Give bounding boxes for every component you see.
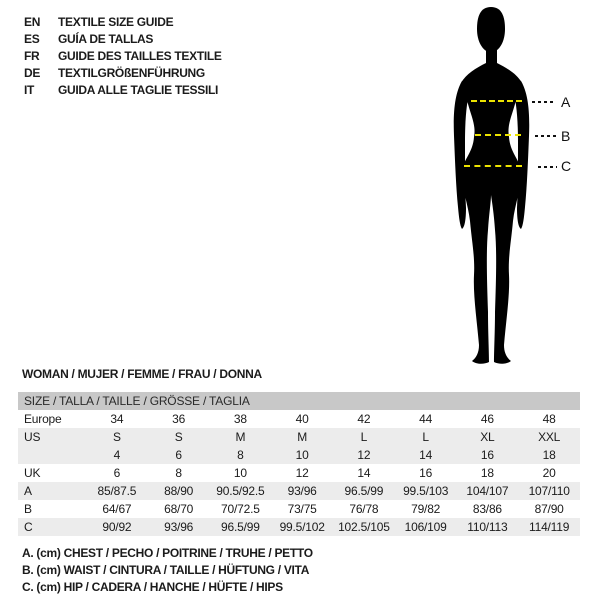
lang-title: GUIDA ALLE TAGLIE TESSILI (58, 83, 219, 97)
table-cell: 18 (542, 448, 556, 462)
marker-letter-c: C (561, 158, 572, 174)
table-cell: 10 (233, 466, 247, 480)
table-cell: 99.5/102 (279, 520, 325, 534)
lang-title: TEXTILE SIZE GUIDE (58, 15, 174, 29)
table-cell: 93/96 (287, 484, 317, 498)
table-cell: 16 (419, 466, 433, 480)
hip-measure-line (464, 165, 522, 167)
row-label: US (24, 430, 41, 444)
marker-letter-b: B (561, 128, 571, 144)
table-cell: 42 (357, 412, 371, 426)
table-cell: 6 (175, 448, 182, 462)
legend-chest: A. (cm) CHEST / PECHO / POITRINE / TRUHE / PETTO (22, 546, 313, 560)
size-table (18, 392, 580, 536)
lang-code: EN (24, 15, 41, 29)
row-label (18, 446, 86, 464)
lang-code: IT (24, 83, 35, 97)
table-cell: 70/72.5 (221, 502, 260, 516)
table-cell: 8 (175, 466, 182, 480)
table-cell: L (422, 430, 429, 444)
table-cell: 83/86 (472, 502, 502, 516)
legend-waist: B. (cm) WAIST / CINTURA / TAILLE / HÜFTUNG / VITA (22, 563, 310, 577)
row-label: C (24, 520, 33, 534)
table-cell: 12 (295, 466, 309, 480)
table-cell: 73/75 (287, 502, 317, 516)
table-cell: 46 (480, 412, 494, 426)
section-title-woman: WOMAN / MUJER / FEMME / FRAU / DONNA (22, 367, 262, 381)
table-cell: 110/113 (467, 520, 508, 534)
table-cell: 14 (419, 448, 433, 462)
table-cell: 107/110 (528, 484, 570, 498)
table-cell: 90.5/92.5 (216, 484, 265, 498)
table-cell: 48 (542, 412, 556, 426)
row-label: A (24, 484, 32, 498)
chest-connector-line (532, 101, 556, 103)
table-cell: M (235, 430, 246, 444)
table-cell: 87/90 (534, 502, 564, 516)
hip-connector-line (538, 166, 557, 168)
language-title-list (24, 14, 222, 99)
table-cell: 34 (110, 412, 124, 426)
table-row-hip-c (18, 518, 580, 536)
row-label: UK (24, 466, 41, 480)
table-cell: 8 (237, 448, 244, 462)
lang-code: ES (24, 32, 40, 46)
table-cell: 76/78 (349, 502, 379, 516)
table-cell: 14 (357, 466, 371, 480)
size-table-header: SIZE / TALLA / TAILLE / GRÖSSE / TAGLIA (18, 392, 580, 410)
table-cell: 93/96 (164, 520, 194, 534)
table-cell: 104/107 (466, 484, 509, 498)
table-row-europe (18, 410, 580, 428)
table-row-uk (18, 464, 580, 482)
table-cell: 6 (113, 466, 121, 480)
marker-letter-a: A (561, 94, 571, 110)
table-cell: 12 (357, 448, 371, 462)
lang-code: FR (24, 49, 40, 63)
table-cell: 36 (172, 412, 186, 426)
table-cell: 4 (113, 448, 121, 462)
table-row-us (18, 428, 580, 446)
table-cell: 38 (233, 412, 247, 426)
woman-silhouette (430, 0, 550, 370)
table-cell: S (174, 430, 183, 444)
table-row-us-numeric (18, 446, 580, 464)
table-row-chest-a (18, 482, 580, 500)
table-cell: 10 (295, 448, 309, 462)
waist-connector-line (535, 135, 557, 137)
waist-measure-line (475, 134, 521, 136)
table-cell: 96.5/99 (221, 520, 260, 534)
table-cell: 85/87.5 (97, 484, 137, 498)
table-cell: 88/90 (164, 484, 194, 498)
table-cell: 64/67 (102, 502, 132, 516)
table-cell: 96.5/99 (344, 484, 384, 498)
table-cell: 20 (542, 466, 556, 480)
table-cell: 68/70 (164, 502, 194, 516)
measurement-legend (22, 545, 313, 596)
table-cell: 106/109 (404, 520, 447, 534)
table-cell: M (297, 430, 308, 444)
row-label: Europe (24, 412, 62, 426)
table-cell: 16 (480, 448, 494, 462)
legend-hip: C. (cm) HIP / CADERA / HANCHE / HÜFTE / HIPS (22, 580, 283, 594)
lang-title: GUIDE DES TAILLES TEXTILE (58, 49, 222, 63)
table-cell: 99.5/103 (403, 484, 449, 498)
lang-code: DE (24, 66, 41, 80)
lang-title: TEXTILGRÖßENFÜHRUNG (58, 66, 205, 80)
table-cell: 90/92 (102, 520, 132, 534)
lang-title: GUÍA DE TALLAS (58, 32, 154, 46)
row-label: B (24, 502, 32, 516)
table-row-waist-b (18, 500, 580, 518)
table-cell: S (112, 430, 121, 444)
table-cell: 102.5/105 (338, 520, 390, 534)
chest-measure-line (471, 100, 522, 102)
table-cell: L (360, 430, 368, 444)
table-cell: 44 (419, 412, 433, 426)
table-cell: 79/82 (411, 502, 441, 516)
table-cell: XXL (538, 430, 561, 444)
table-cell: 18 (480, 466, 494, 480)
table-cell: XL (480, 430, 495, 444)
table-cell: 40 (295, 412, 309, 426)
table-cell: 114/119 (529, 520, 570, 534)
